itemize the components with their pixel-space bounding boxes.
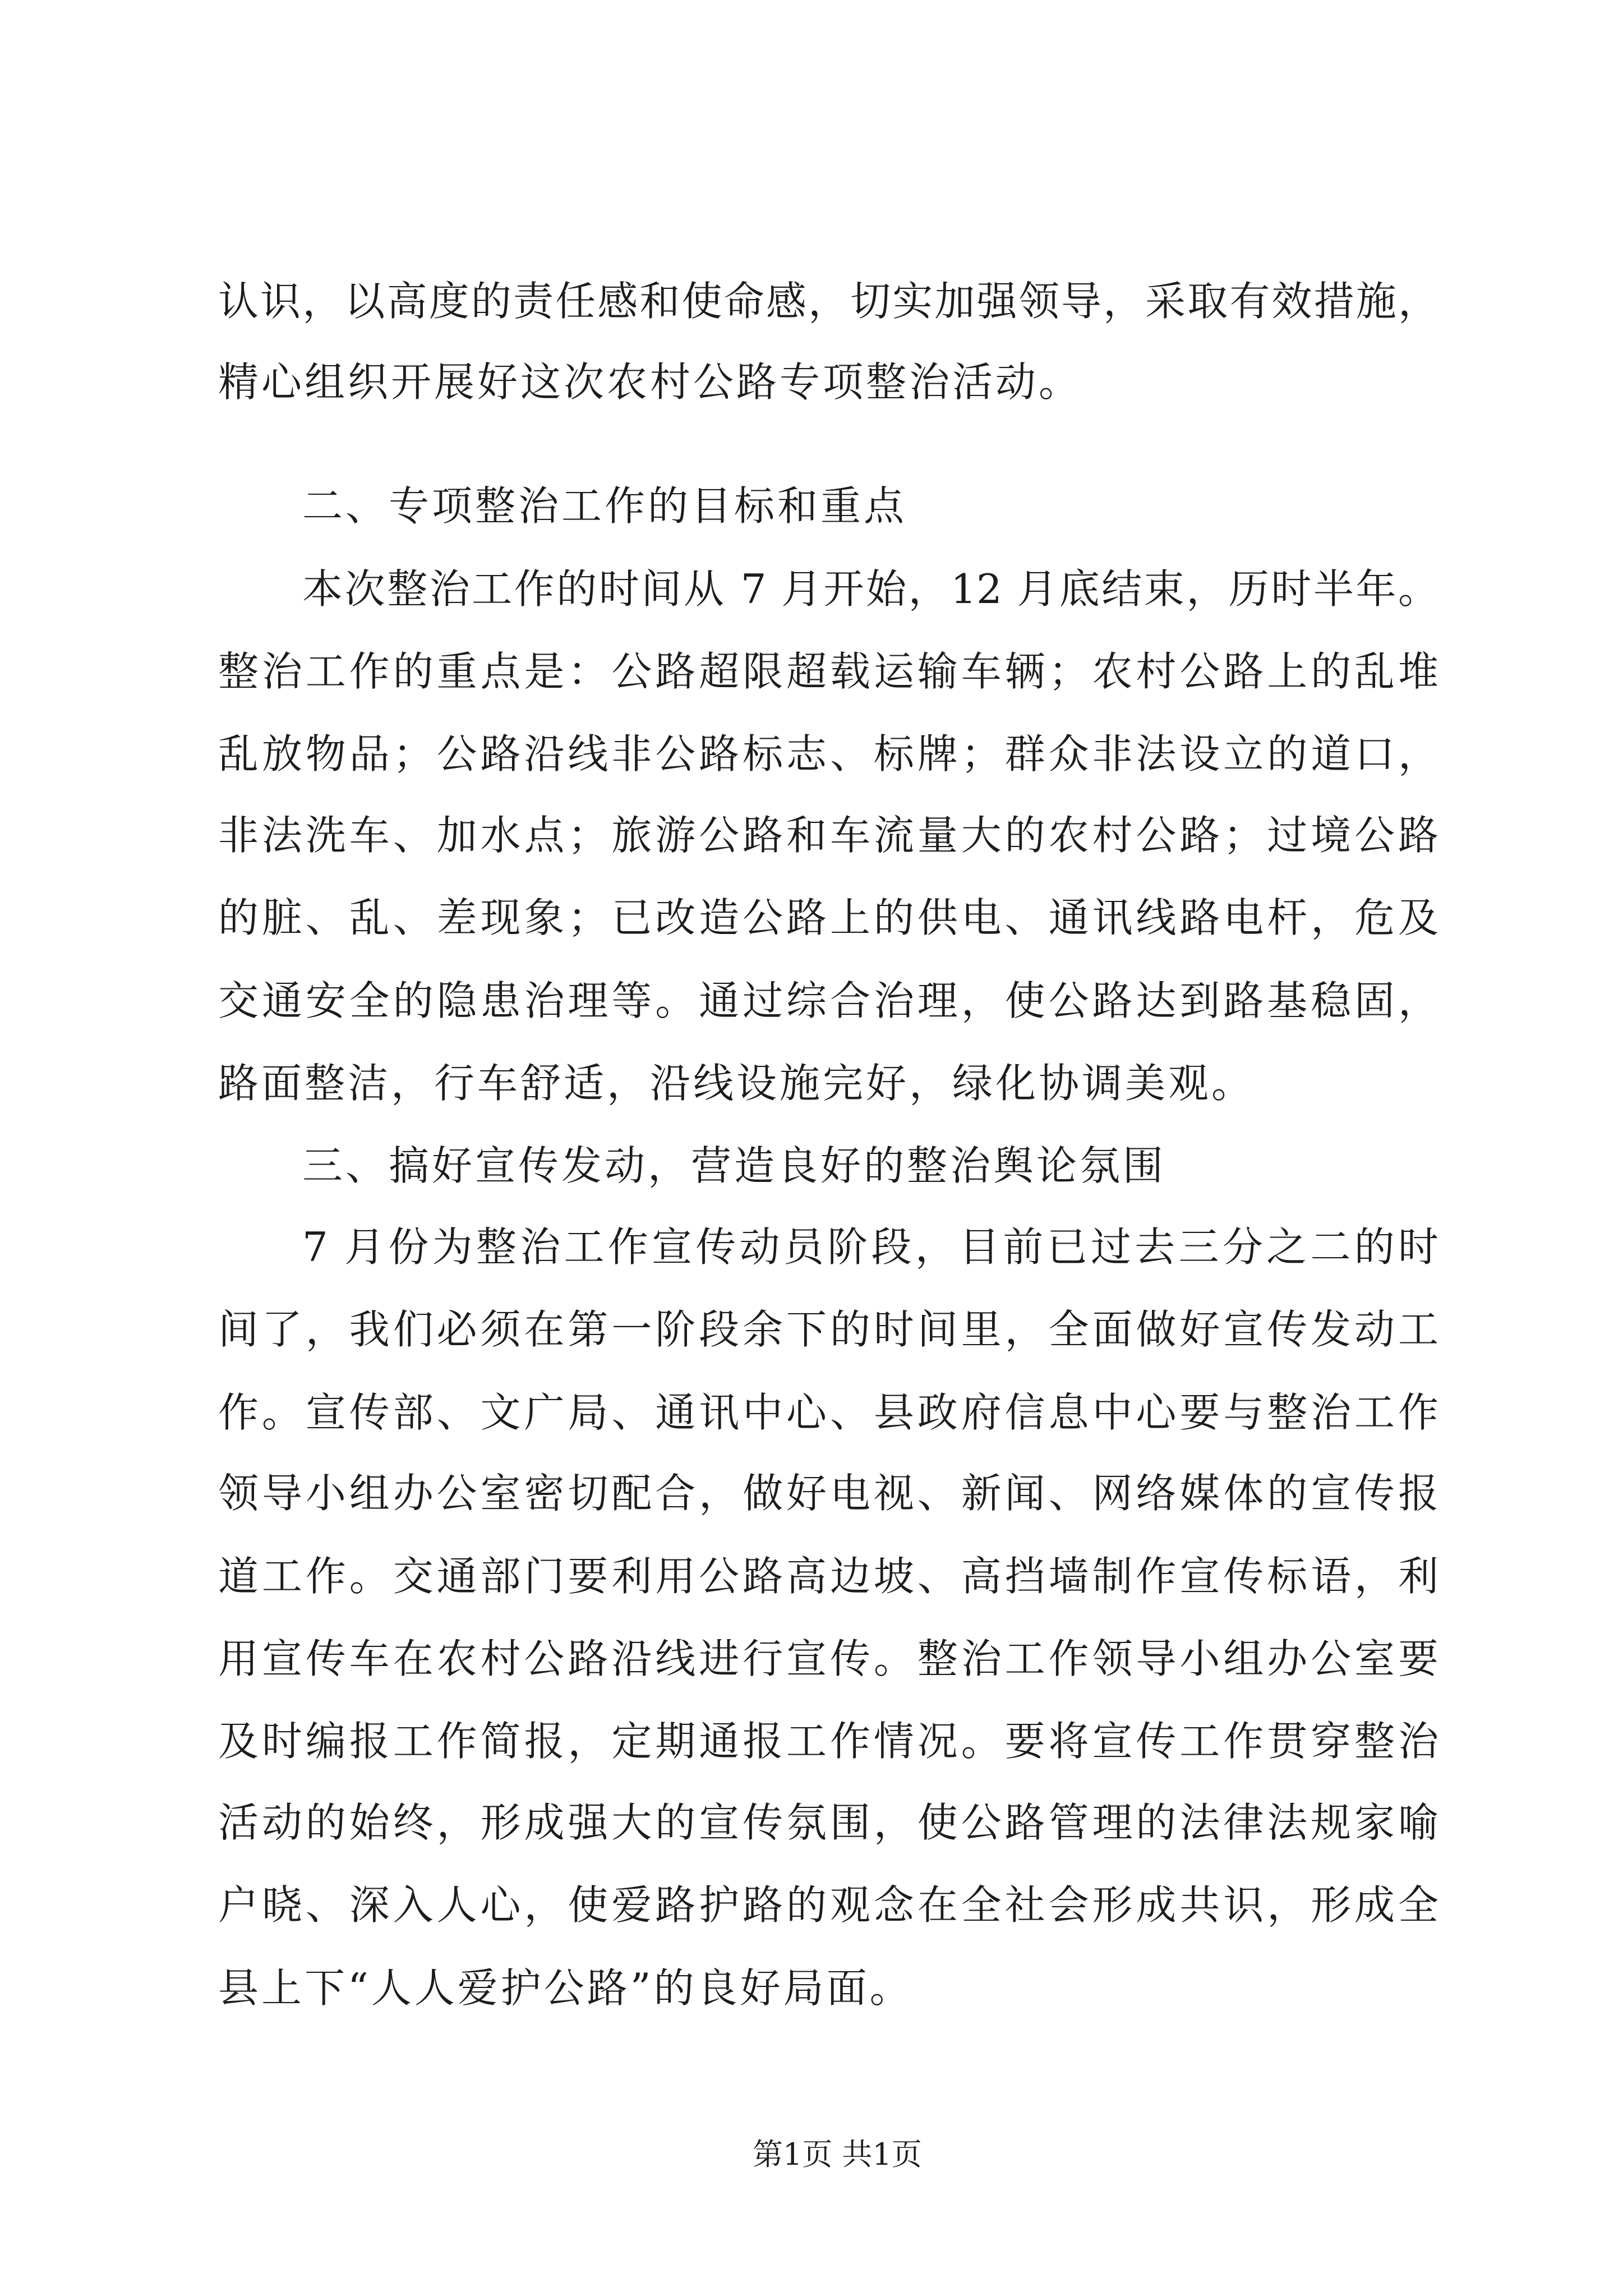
- paragraph-line: 非法洗车、加水点；旅游公路和车流量大的农村公路；过境公路: [218, 812, 1438, 859]
- paragraph-line: 户晓、深入人心，使爱路护路的观念在全社会形成共识，形成全: [218, 1881, 1438, 1929]
- heading-text: 二、专项整治工作的目标和重点: [302, 482, 907, 530]
- paragraph-line: 精心组织开展好这次农村公路专项整治活动。: [218, 358, 1082, 406]
- paragraph-line: 7 月份为整治工作宣传动员阶段，目前已过去三分之二的时: [302, 1223, 1438, 1271]
- page-footer: 第1页 共1页: [753, 2137, 922, 2172]
- paragraph-line: 及时编报工作简报，定期通报工作情况。要将宣传工作贯穿整治: [218, 1718, 1438, 1765]
- paragraph-line: 本次整治工作的时间从 7 月开始，12 月底结束，历时半年。: [302, 565, 1438, 613]
- paragraph-line: 间了，我们必须在第一阶段余下的时间里，全面做好宣传发动工: [218, 1306, 1438, 1353]
- paragraph-line: 的脏、乱、差现象；已改造公路上的供电、通讯线路电杆，危及: [218, 894, 1438, 941]
- paragraph-line: 交通安全的隐患治理等。通过综合治理，使公路达到路基稳固，: [218, 977, 1438, 1024]
- paragraph-line: 道工作。交通部门要利用公路高边坡、高挡墙制作宣传标语，利: [218, 1553, 1438, 1600]
- paragraph-line: 整治工作的重点是：公路超限超载运输车辆；农村公路上的乱堆: [218, 648, 1438, 695]
- paragraph-line: 县上下“人人爱护公路”的良好局面。: [218, 1964, 913, 2012]
- paragraph-line: 活动的始终，形成强大的宣传氛围，使公路管理的法律法规家喻: [218, 1799, 1438, 1846]
- paragraph-line: 认识，以高度的责任感和使命感，切实加强领导，采取有效措施，: [218, 278, 1438, 325]
- paragraph-line: 乱放物品；公路沿线非公路标志、标牌；群众非法设立的道口，: [218, 730, 1438, 777]
- paragraph-line: 领导小组办公室密切配合，做好电视、新闻、网络媒体的宣传报: [218, 1470, 1438, 1517]
- paragraph-line: 作。宣传部、文广局、通讯中心、县政府信息中心要与整治工作: [218, 1389, 1438, 1436]
- heading-text: 三、搞好宣传发动，营造良好的整治舆论氛围: [302, 1142, 1166, 1189]
- paragraph-line: 用宣传车在农村公路沿线进行宣传。整治工作领导小组办公室要: [218, 1635, 1438, 1682]
- paragraph-line: 路面整洁，行车舒适，沿线设施完好，绿化协调美观。: [218, 1060, 1255, 1107]
